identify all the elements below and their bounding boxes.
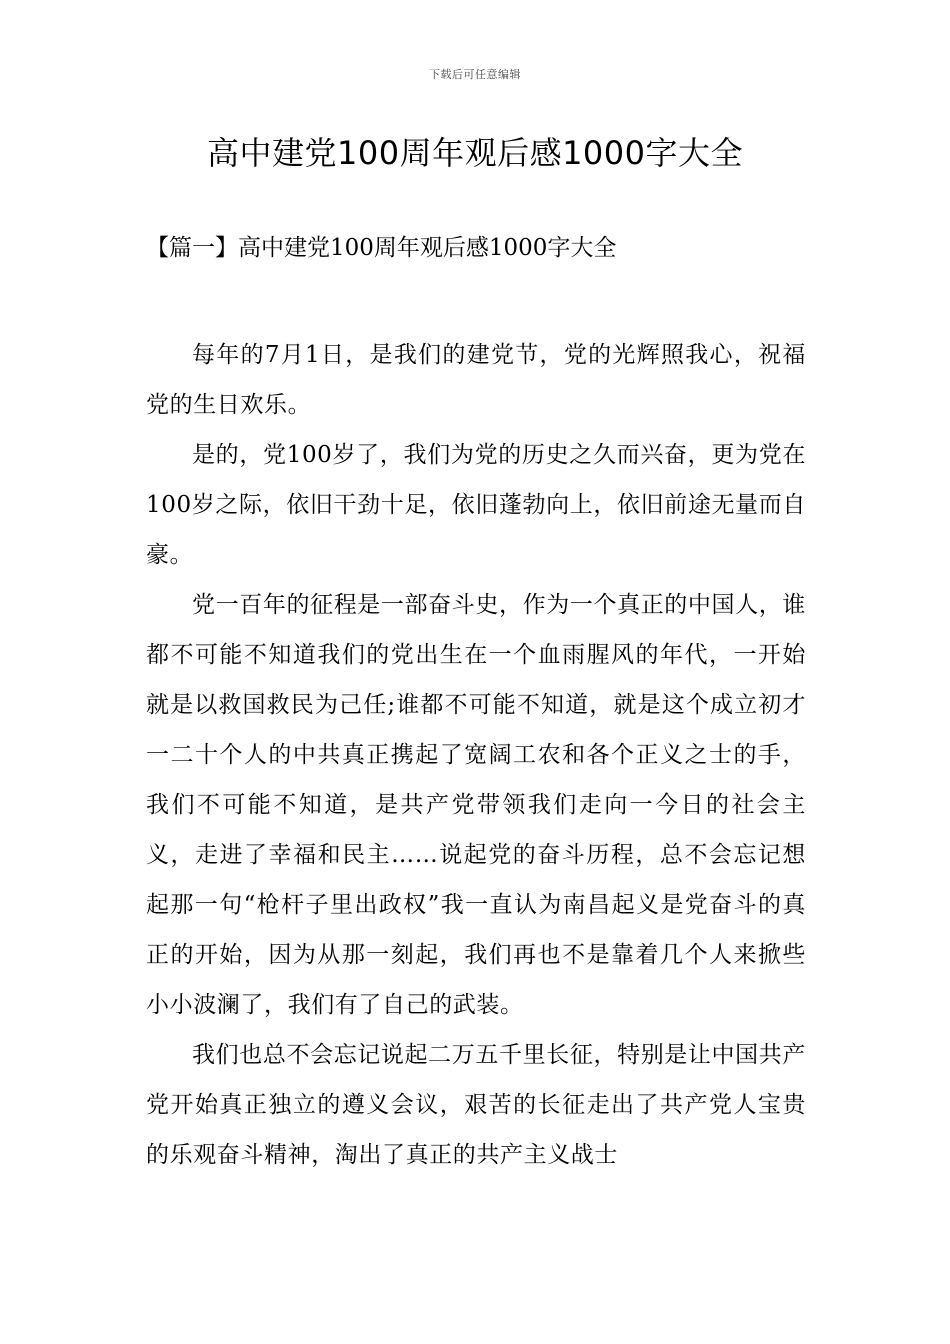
document-title: 高中建党100周年观后感1000字大全 [206,134,744,172]
paragraph: 党一百年的征程是一部奋斗史，作为一个真正的中国人，谁都不可能不知道我们的党出生在一个血雨腥风的年代，一开始就是以救国救民为己任;谁都不可能不知道，就是这个成立初才一二十个人的中共真正携起了宽阔工农和各个正义之士的手，我们不可能不知道，是共产党带领我们走向一今日的社会主义，走进了幸福和民主……说起党的奋斗历程，总不会忘记想起那一句“枪杆子里出政权”我一直认为南昌起义是党奋斗的真正的开始，因为从那一刻起，我们再也不是靠着几个人来掀些小小波澜了，我们有了自己的武装。 [146,592,806,1018]
paragraph: 是的，党100岁了，我们为党的历史之久而兴奋，更为党在100岁之际，依旧干劲十足，依旧蓬勃向上，依旧前途无量而自豪。 [146,442,806,568]
paragraph: 每年的7月1日，是我们的建党节，党的光辉照我心，祝福党的生日欢乐。 [146,342,806,418]
section-heading: 【篇一】高中建党100周年观后感1000字大全 [146,235,617,261]
document-body [146,330,806,1180]
paragraph: 我们也总不会忘记说起二万五千里长征，特别是让中国共产党开始真正独立的遵义会议，艰苦的长征走出了共产党人宝贵的乐观奋斗精神，淘出了真正的共产主义战士 [146,1042,806,1168]
header-note: 下载后可任意编辑 [429,68,521,81]
